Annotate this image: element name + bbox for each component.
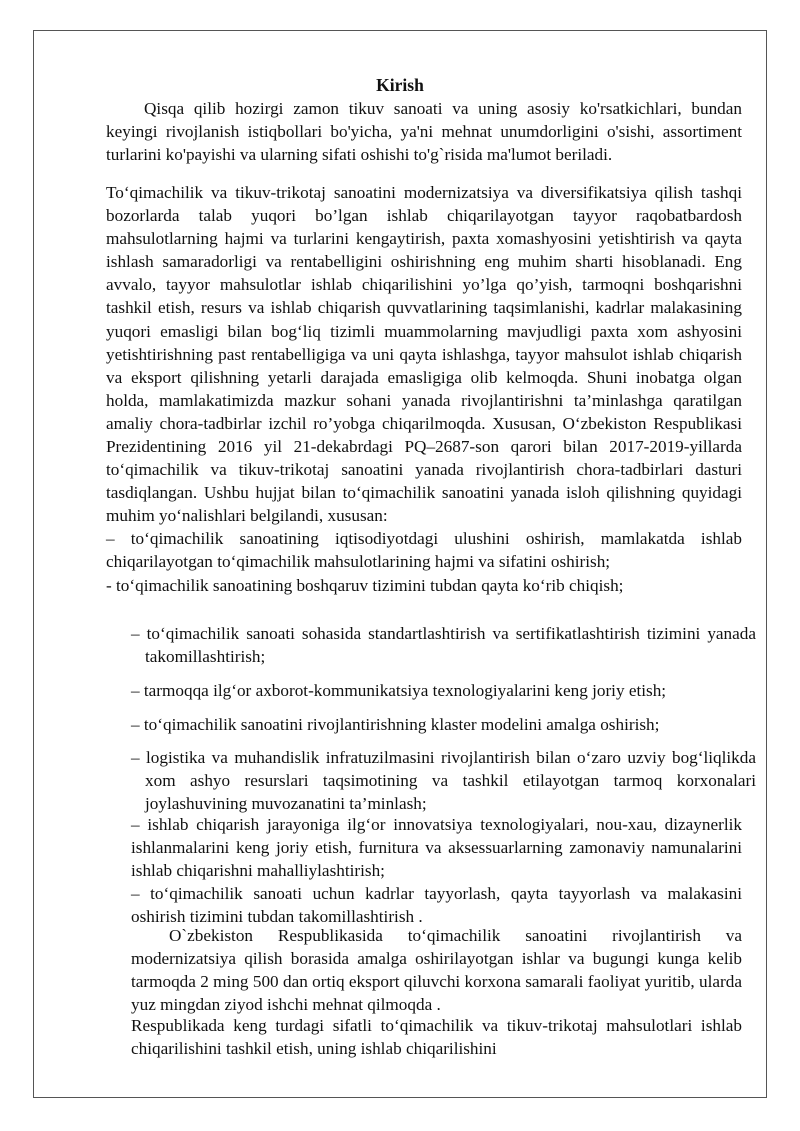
paragraph-modernization: To‘qimachilik va tikuv-trikotaj sanoatini modernizatsiya va diversifikatsiya qilish tashqi bozorlarda talab yuqori bo’lgan ishlab chiqarilayotgan tayyor raqobatbardosh mahsulotlarning hajmi va turlarini kengaytirish, paxta xomashyosini yetishtirish va qayta ishlash samaradorligi va rentabelligini oshirishning eng muhim sharti hisoblanadi. Eng avvalo, tayyor mahsulotlar ishlab chiqarilishini yo’lga qo’yish, tarmoqni boshqarishni tashkil etish, resurs va ishlab chiqarish quvvatlarining taqsimlanishi, kadrlar malakasining yuqori emasligi bilan bog‘liq tizimli muammolarning mavjudligi paxta xom ashyosini yetishtirishning past rentabelligiga va uni qayta ishlashga, tayyor mahsulot ishlab chiqarish va eksport qilishning yetarli darajada emasligiga olib kelmoqda. Shuni inobatga olgan holda, mamlakatimizda mazkur sohani yanada rivojlantirishni ta’minlashga qaratilgan amaliy chora-tadbirlar izchil ro’yobga chiqarilmoqda. Xususan, O‘zbekiston Respublikasi Prezidentining 2016 yil 21-dekabrdagi PQ–2687-son qarori bilan 2017-2019-yillarda to‘qimachilik va tikuv-trikotaj sanoatini yanada rivojlantirish chora-tadbirlari dasturi tasdiqlangan. Ushbu hujjat bilan to‘qimachilik sanoatini yanada isloh qilishning quyidagi muhim yo‘nalishlari belgilandi, xususan: xyxy=(106,183,742,526)
list-item: – to‘qimachilik sanoatini rivojlantirishning klaster modelini amalga oshirish; xyxy=(131,715,660,734)
list-item: – to‘qimachilik sanoati sohasida standartlashtirish va sertifikatlashtirish tizimini yanada takomillashtirish; xyxy=(131,624,756,667)
list-item: – tarmoqqa ilg‘or axborot-kommunikatsiya texnologiyalarini keng joriy etish; xyxy=(131,681,667,700)
list-item: – to‘qimachilik sanoati uchun kadrlar tayyorlash, qayta tayyorlash va malakasini oshirish tizimini tubdan takomillashtirish . xyxy=(131,884,742,927)
list-item: – to‘qimachilik sanoatining iqtisodiyotdagi ulushini oshirish, mamlakatda ishlab chiqarilayotgan to‘qimachilik mahsulotlarining hajmi va sifatini oshirish; xyxy=(106,529,742,572)
paragraph-production: Respublikada keng turdagi sifatli to‘qimachilik va tikuv-trikotaj mahsulotlari ishlab chiqarilishini tashkil etish, uning ishlab chiqarilishini xyxy=(131,1016,742,1059)
list-item: – logistika va muhandislik infratuzilmasini rivojlantirish bilan o‘zaro uzviy bog‘liqlikda xom ashyo resurslari taqsimotining va tashkil etilayotgan tarmoq korxonalari joylashuvining muvozanatini ta’minlash; xyxy=(131,748,756,814)
list-item: - to‘qimachilik sanoatining boshqaruv tizimini tubdan qayta ko‘rib chiqish; xyxy=(106,576,624,595)
paragraph-industry-status: O`zbekiston Respublikasida to‘qimachilik sanoatini rivojlantirish va modernizatsiya qilish borasida amalga oshirilayotgan ishlar va bugungi kunga kelib tarmoqda 2 ming 500 dan ortiq eksport qiluvchi korxona samarali faoliyat yuritib, ularda yuz mingdan ziyod ishchi mehnat qilmoqda . xyxy=(131,926,742,1015)
list-item: – ishlab chiqarish jarayoniga ilg‘or innovatsiya texnologiyalari, nou-xau, dizaynerlik ishlanmalarini keng joriy etish, furnitura va aksessuarlarning zamonaviy namunalarini ishlab chiqarishni mahalliylashtirish; xyxy=(131,815,742,881)
paragraph-intro: Qisqa qilib hozirgi zamon tikuv sanoati va uning asosiy ko'rsatkichlari, bundan keyingi rivojlanish istiqbollari bo'yicha, ya'ni mehnat unumdorligini o'sishi, assortiment turlarini ko'payishi va ularning sifati oshishi to'g`risida ma'lumot beriladi. xyxy=(106,99,742,165)
document-title: Kirish xyxy=(376,75,424,95)
